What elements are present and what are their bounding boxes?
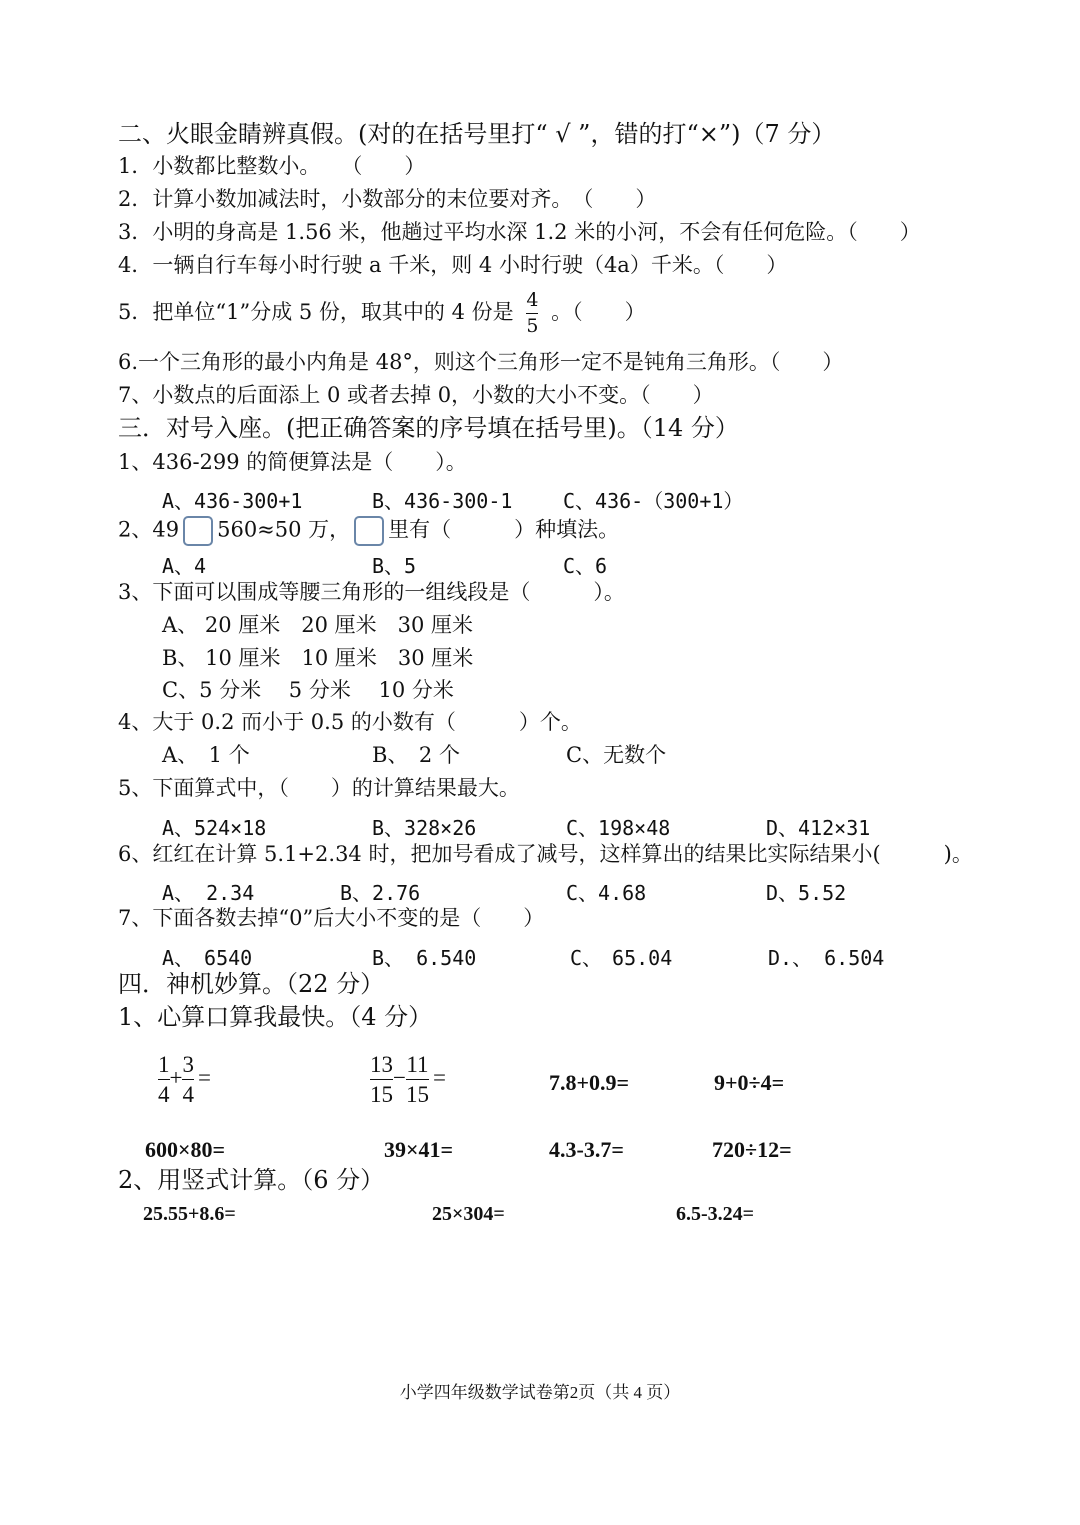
denominator: 15 [405, 1082, 429, 1108]
sec3-q3-opt-a: A、 20 厘米 20 厘米 30 厘米 [162, 613, 474, 637]
sec3-q7-opt-a: A、 6540 [162, 946, 253, 970]
sec3-q4-opt-b: B、 2 个 [372, 743, 460, 767]
sec3-q2-part-b: 560≈50 万， [217, 517, 351, 542]
numerator: 3 [182, 1052, 194, 1077]
sec3-q2-opt-b: B、5 [372, 554, 417, 578]
sec3-q2-part-c: 里有（ ）种填法。 [388, 517, 620, 542]
fraction-expr-1 [158, 1052, 211, 1108]
sec3-q7-opt-c: C、 65.04 [570, 946, 673, 970]
sec3-q5-opt-a: A、524×18 [162, 816, 267, 840]
sec2-item-5-tail: 。（ ） [551, 299, 646, 324]
calc-9-plus-0: 9+0÷4= [714, 1070, 785, 1095]
sec2-item-5 [118, 290, 646, 337]
numerator: 13 [370, 1052, 393, 1077]
sec3-q6: 6、红红在计算 5.1+2.34 时，把加号看成了减号，这样算出的结果比实际结果小( )。 [118, 842, 973, 866]
sec2-item-3: 3．小明的身高是 1.56 米，他趟过平均水深 1.2 米的小河，不会有任何危险。（ ） [118, 220, 921, 244]
calc-25-55-plus: 25.55+8.6= [143, 1203, 236, 1225]
sec3-q1-opt-c: C、436-（300+1） [563, 489, 744, 513]
sec2-item-5-text: 5．把单位“1”分成 5 份，取其中的 4 份是 [118, 299, 514, 324]
operator: − [393, 1065, 406, 1091]
denominator: 4 [158, 1082, 170, 1108]
calc-600x80: 600×80= [145, 1137, 226, 1162]
fraction-expr-2 [370, 1052, 446, 1108]
sec3-q7: 7、下面各数去掉“0”后大小不变的是（ ） [118, 906, 545, 930]
sec2-item-7: 7、小数点的后面添上 0 或者去掉 0，小数的大小不变。（ ） [118, 383, 714, 407]
fraction-1-4 [158, 1052, 170, 1108]
section-4-title: 四．神机妙算。（22 分） [118, 970, 385, 998]
sec3-q2-part-a: 2、49 [118, 517, 180, 542]
sec3-q1-opt-b: B、436-300-1 [372, 489, 513, 513]
fraction-bar [370, 1079, 393, 1080]
sec2-item-2: 2．计算小数加减法时，小数部分的末位要对齐。 （ ） [118, 187, 657, 211]
sec3-q5-opt-d: D、412×31 [766, 816, 871, 840]
fraction-bar [406, 1079, 429, 1080]
sec3-q1: 1、436-299 的简便算法是（ ）。 [118, 450, 467, 474]
sec3-q7-opt-d: D.、 6.504 [768, 946, 885, 970]
sec3-q3-opt-b: B、 10 厘米 10 厘米 30 厘米 [162, 646, 474, 670]
fraction-bar [158, 1079, 170, 1080]
sec3-q2-opt-a: A、4 [162, 554, 207, 578]
sec3-q3: 3、下面可以围成等腰三角形的一组线段是（ ）。 [118, 580, 625, 604]
sec3-q3-opt-c: C、5 分米 5 分米 10 分米 [162, 678, 454, 702]
equals: = [197, 1065, 211, 1091]
section-2-title: 二、火眼金睛辨真假。(对的在括号里打“ √ ”，错的打“×”)（7 分） [118, 120, 836, 148]
sec3-q1-opt-a: A、436-300+1 [162, 489, 303, 513]
numerator: 1 [158, 1052, 170, 1077]
calc-720-div-12: 720÷12= [712, 1137, 792, 1162]
sec3-q4-opt-a: A、 1 个 [162, 743, 250, 767]
sec3-q6-opt-c: C、4.68 [566, 881, 647, 905]
fraction-bar [182, 1079, 194, 1080]
fraction-11-15 [406, 1052, 429, 1108]
sec3-q4: 4、大于 0.2 而小于 0.5 的小数有（ ）个。 [118, 710, 582, 734]
sec3-q7-opt-b: B、 6.540 [372, 946, 477, 970]
blank-box [354, 516, 384, 546]
fraction-13-15 [370, 1052, 393, 1108]
sec2-item-1: 1．小数都比整数小。 （ ） [118, 154, 426, 178]
calc-7-8-plus: 7.8+0.9= [549, 1070, 630, 1095]
calc-4-3-minus: 4.3-3.7= [549, 1137, 624, 1162]
operator: + [169, 1065, 183, 1091]
fraction-bar [526, 313, 538, 314]
section-4-sub1: 1、心算口算我最快。（4 分） [118, 1003, 433, 1031]
calc-25x304: 25×304= [432, 1203, 505, 1225]
page-footer: 小学四年级数学试卷第2页（共 4 页） [399, 1383, 681, 1402]
equals: = [432, 1065, 446, 1091]
denominator: 4 [182, 1082, 194, 1108]
section-3-title: 三．对号入座。(把正确答案的序号填在括号里)。（14 分） [118, 414, 739, 442]
fraction-3-4 [182, 1052, 194, 1108]
sec3-q6-opt-a: A、 2.34 [162, 881, 255, 905]
numerator: 11 [406, 1052, 429, 1077]
sec2-item-4: 4．一辆自行车每小时行驶 a 千米，则 4 小时行驶（4a）千米。（ ） [118, 253, 788, 277]
sec3-q6-opt-b: B、2.76 [340, 881, 421, 905]
sec3-q5: 5、下面算式中，（ ）的计算结果最大。 [118, 776, 520, 800]
denominator: 15 [370, 1082, 393, 1108]
sec3-q5-opt-b: B、328×26 [372, 816, 477, 840]
section-4-sub2: 2、用竖式计算。（6 分） [118, 1166, 385, 1194]
sec3-q5-opt-c: C、198×48 [566, 816, 671, 840]
sec3-q2-opt-c: C、6 [563, 554, 608, 578]
sec2-item-6: 6.一个三角形的最小内角是 48°，则这个三角形一定不是钝角三角形。（ ） [118, 350, 844, 374]
sec3-q6-opt-d: D、5.52 [766, 881, 847, 905]
sec3-q2 [118, 516, 619, 546]
sec3-q4-opt-c: C、无数个 [566, 743, 667, 767]
calc-6-5-minus: 6.5-3.24= [676, 1203, 755, 1225]
blank-box [183, 516, 213, 546]
fraction-4-5 [526, 290, 538, 337]
calc-39x41: 39×41= [384, 1137, 454, 1162]
fraction-numerator: 4 [526, 289, 539, 311]
fraction-denominator: 5 [526, 314, 539, 337]
